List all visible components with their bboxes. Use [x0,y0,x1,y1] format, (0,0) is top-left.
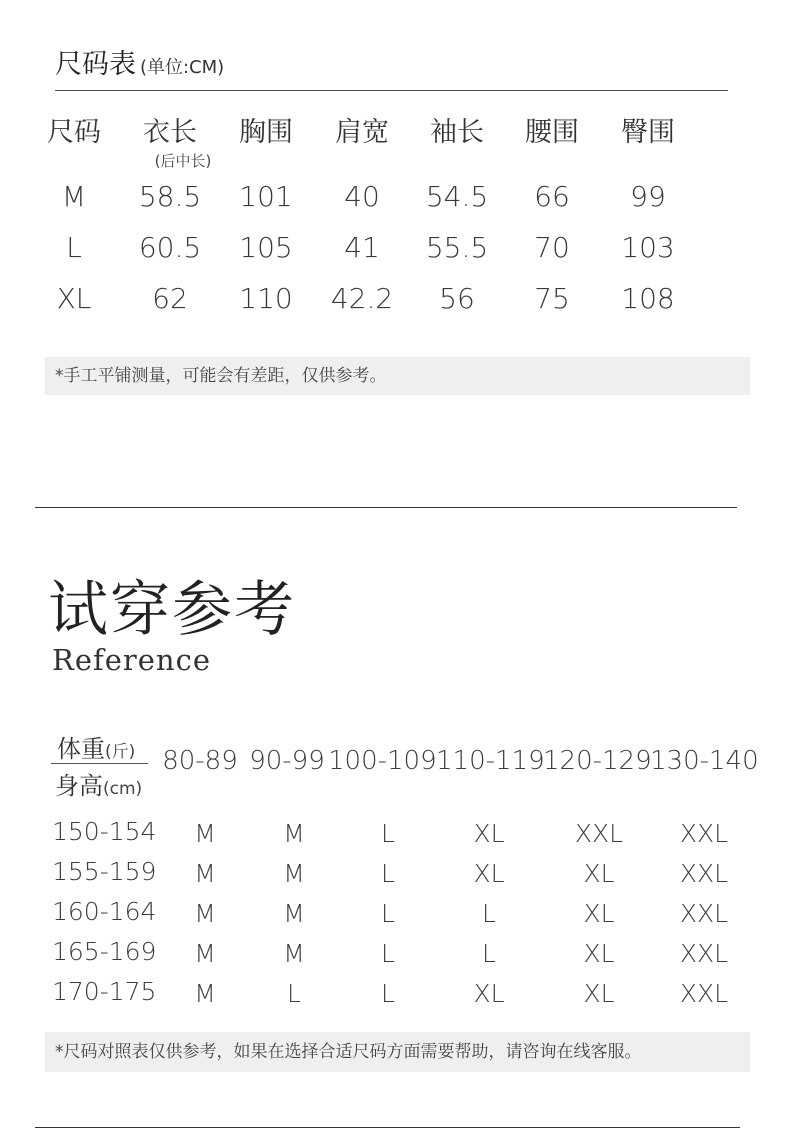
size-chart-title-text: 尺码表 [55,49,136,80]
length-cell: 58.5 [138,180,202,213]
size-cell: M [283,899,305,928]
size-cell: L [482,899,496,928]
size-cell: XL [473,859,505,888]
size-cell: XL [583,899,615,928]
size-cell: XL [583,939,615,968]
header-cell-length: 衣长 [143,117,197,148]
size-cell: L [66,231,82,264]
size-cell: XXL [679,859,729,888]
size-chart-unit: (单位:CM) [140,57,225,78]
bottom-divider [35,1127,740,1128]
size-cell: L [381,859,395,888]
reference-note: *尺码对照表仅供参考，如果在选择合适尺码方面需要帮助，请咨询在线客服。 [45,1032,750,1072]
height-range-label: 160-164 [52,897,157,926]
size-cell: M [194,979,216,1008]
header-cell-sleeve: 袖长 [430,117,484,148]
waist-cell: 70 [534,231,570,264]
size-cell: XXL [679,979,729,1008]
size-cell: M [194,899,216,928]
waist-cell: 66 [534,180,570,213]
hip-cell: 103 [621,231,675,264]
sleeve-cell: 55.5 [425,231,489,264]
reference-title: 试穿参考 [48,575,296,645]
height-unit: (cm) [103,779,143,799]
size-cell: M [194,859,216,888]
size-cell: L [482,939,496,968]
header-cell-hip: 臀围 [621,117,675,148]
section-divider [35,507,737,508]
length-cell: 62 [152,282,188,315]
size-cell: L [381,939,395,968]
size-table-header-row [40,110,720,170]
height-range-label: 165-169 [52,937,157,966]
weight-range-header: 80-89 [162,746,238,776]
size-cell: XXL [679,899,729,928]
size-cell: L [381,819,395,848]
size-cell: XXL [574,819,624,848]
length-cell: 60.5 [138,231,202,264]
height-range-label: 170-175 [52,977,157,1006]
shoulder-cell: 40 [344,180,380,213]
size-cell: L [287,979,301,1008]
size-cell: XL [473,979,505,1008]
size-cell: XL [56,282,92,315]
measurement-note: *手工平铺测量，可能会有差距，仅供参考。 [45,357,750,395]
size-cell: XXL [679,819,729,848]
size-cell: L [381,979,395,1008]
sleeve-cell: 56 [439,282,475,315]
reference-subtitle: Reference [52,643,211,677]
weight-header [57,729,135,764]
waist-cell: 75 [534,282,570,315]
shoulder-cell: 41 [344,231,380,264]
header-cell-waist: 腰围 [525,117,579,148]
height-header [55,766,142,801]
height-range-label: 150-154 [52,817,157,846]
weight-range-header: 110-119 [436,746,545,776]
size-cell: L [381,899,395,928]
header-cell-chest: 胸围 [239,117,293,148]
height-label: 身高 [55,772,103,800]
size-cell: XL [583,979,615,1008]
weight-range-header: 90-99 [249,746,325,776]
hip-cell: 99 [630,180,666,213]
chest-cell: 101 [239,180,293,213]
header-cell-size: 尺码 [47,117,101,148]
weight-range-header: 100-109 [328,746,437,776]
size-table-row [40,180,720,220]
size-cell: M [194,939,216,968]
weight-unit: (斤) [105,742,136,762]
sleeve-cell: 54.5 [425,180,489,213]
weight-label: 体重 [57,735,105,763]
size-table-row [40,282,720,322]
weight-range-header: 120-129 [543,746,652,776]
size-cell: M [283,819,305,848]
size-chart-title [55,42,224,81]
size-cell: M [283,859,305,888]
length-note: (后中长) [154,152,212,170]
size-cell: XXL [679,939,729,968]
size-table-row [40,231,720,271]
size-cell: XL [583,859,615,888]
size-cell: XL [473,819,505,848]
weight-range-header: 130-140 [650,746,759,776]
height-range-label: 155-159 [52,857,157,886]
shoulder-cell: 42.2 [330,282,394,315]
header-split-rule [51,763,148,764]
header-cell-shoulder: 肩宽 [335,117,389,148]
size-cell: M [194,819,216,848]
chest-cell: 110 [239,282,293,315]
size-cell: M [61,180,87,213]
title-underline [55,90,728,91]
chest-cell: 105 [239,231,293,264]
size-cell: M [283,939,305,968]
hip-cell: 108 [621,282,675,315]
